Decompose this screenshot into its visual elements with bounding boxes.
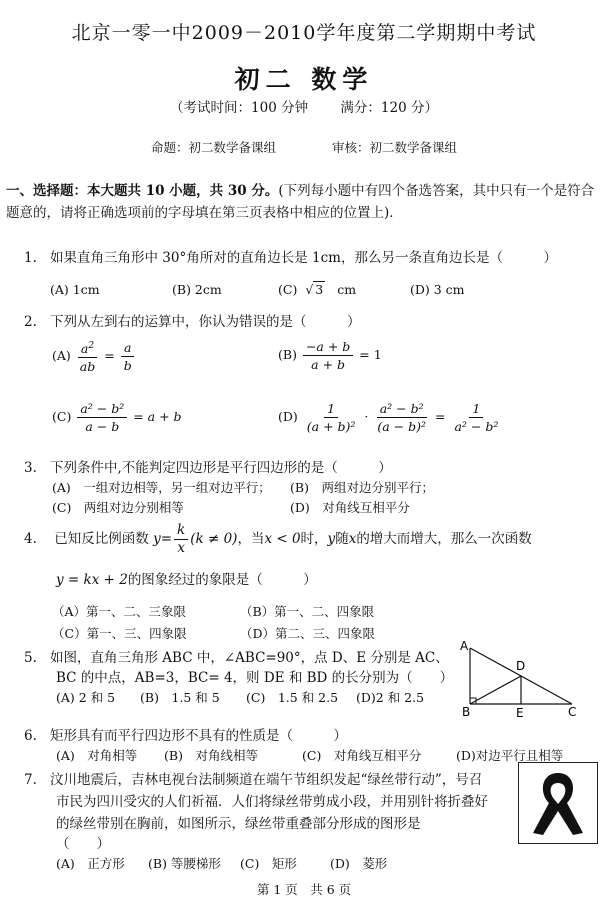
q3-option-a: (A) 一组对边相等，另一组对边平行； [52,480,271,495]
sqrt-value: 3 [315,282,324,297]
question-stem: 汶川地震后，吉林电视台法制频道在端午节组织发起“绿丝带行动”，号召 [50,772,483,788]
question-number: 2. [24,314,37,330]
staff-line [0,138,608,156]
section-title: 一、选择题：本大题共 10 小题，共 30 分。 [6,183,279,199]
q6-option-a: (A) 对角相等 [56,748,138,763]
q2-option-a: (A) $\frac{a^2}{ab}$ = $\frac{a}{b}$ [52,338,137,375]
question-6 [24,724,347,744]
page-footer: 第 1 页 共 6 页 [256,882,352,897]
vertex-label: A [460,640,469,653]
question-number: 1. [24,250,37,266]
question-stem: 如果直角三角形中 30°角所对的直角边长是 1cm，那么另一条直角边长是（ ） [50,250,557,266]
q7-option-b: (B) 等腰梯形 [148,856,221,871]
fraction: $\frac{1}{\text{a² − b²}}$ [454,401,499,434]
q2-option-c: (C) $\frac{\text{a² − b²}}{a - b}$ = a + b [52,401,182,434]
q6-option-c: (C) 对角线互相平分 [302,748,422,763]
question-2 [24,310,361,330]
q3-option-d: (D) 对角线互相平分 [290,500,410,515]
page-title: 初二 数学 [234,65,374,94]
q5-option-a: (A) 2 和 5 [56,690,116,705]
fraction: $\frac{\text{a² − b²}}{a - b}$ [77,400,127,435]
q7-line4: （ ） [56,836,110,852]
exam-score: 满分：120 分） [340,100,438,116]
exam-time: （考试时间：100 分钟 [170,100,309,116]
q4-option-a: （A）第一、二、三象限 [52,604,187,619]
q1-option-a: (A) 1cm [50,282,100,297]
q2-option-b: (B) $\frac{-a + b}{a + b}$ = 1 [278,339,382,372]
question-stem: 矩形具有而平行四边形不具有的性质是（ ） [50,728,347,744]
q7-option-c: (C) 矩形 [240,856,297,871]
q4-option-d: （D）第二、三、四象限 [240,626,376,641]
segment-bd [470,676,521,704]
fraction: $\frac{-a + b}{a + b}$ [303,338,353,373]
q4-option-c: （C）第一、三、四象限 [52,626,187,641]
q7-line2: 市民为四川受灾的人们祈福．人们将绿丝带剪成小段，并用别针将折叠好 [56,794,488,810]
section-heading [6,180,596,224]
question-7 [24,768,482,788]
question-4: 4. 已知反比例函数 y= $\frac{k}{x}$ (k ≠ 0)，当x < 0时，y随x的增大而增大，那么一次函数 [24,522,532,556]
vertex-label: D [516,659,526,673]
fraction: $\frac{1}{\text{(a + b)²}}$ [306,401,356,434]
question-stem: 下列从左到右的运算中，你认为错误的是（ ） [50,314,361,330]
q4-line2: y = kx + 2的图象经过的象限是（ ） [56,572,317,588]
q1-option-d: (D) 3 cm [410,282,465,297]
q5-option-d: (D)2 和 2.5 [356,690,425,705]
question-stem: 如图，直角三角形 ABC 中，∠ABC=90°，点 D、E 分别是 AC、 [50,650,449,666]
q3-option-b: (B) 两组对边分别平行； [290,480,434,495]
question-stem: 下列条件中,不能判定四边形是平行四边形的是（ ） [50,460,392,476]
q7-option-d: (D) 菱形 [330,856,388,871]
question-1 [24,246,557,266]
vertex-label: E [516,706,524,720]
q7-line3: 的绿丝带别在胸前，如图所示，绿丝带重叠部分形成的图形是 [56,816,421,832]
question-5 [24,646,449,666]
question-number: 5. [24,650,37,666]
q4-option-b: （B）第一、二、四象限 [240,604,375,619]
q5-option-c: (C) 1.5 和 2.5 [246,690,339,705]
exam-meta [0,96,608,116]
question-number: 4. [24,531,37,547]
q6-option-d: (D)对边平行且相等 [456,748,564,763]
question-number: 7. [24,772,37,788]
question-number: 3. [24,460,37,476]
q5-option-b: (B) 1.5 和 5 [140,690,220,705]
setter: 命题：初二数学备课组 [150,140,276,155]
fraction: $\frac{a}{b}$ [121,339,135,374]
section-instruction: (下列每小题中有四个备选答案，其中只有一个是符合题意的，请将正确选项前的字母填在第三页表格中相应的位置上)． [6,183,595,221]
question-3 [24,456,392,476]
fraction: $\frac{a^2}{ab}$ [77,338,98,375]
reviewer: 审核：初二数学备课组 [331,140,457,155]
q1-option-b: (B) 2cm [172,282,222,297]
q2-option-d: (D) $\frac{1}{\text{(a + b)²}}$ · $\frac{\text{a² − b²}}{\text{(a − b)²}}$ = $\frac{1}{\text{a² − b²}}$ [278,400,503,435]
triangle-figure [458,640,584,720]
sqrt-symbol: √ 3 [305,282,324,297]
fraction: $\frac{\text{a² − b²}}{\text{(a − b)²}}$ [377,401,426,434]
q1-option-c: (C) √ 3 cm [278,282,357,297]
ribbon-figure [518,762,598,844]
ribbon-icon [519,763,597,843]
q3-option-c: (C) 两组对边分别相等 [52,500,184,515]
school-header: 北京一零一中2009－2010学年度第二学期期中考试 [71,22,537,44]
vertex-label: B [462,705,471,719]
q7-option-a: (A) 正方形 [56,856,125,871]
vertex-label: C [568,705,577,719]
question-number: 6. [24,728,37,744]
q6-option-b: (B) 对角线相等 [164,748,258,763]
fraction: $\frac{k}{x}$ [174,522,188,557]
q5-line2: BC 的中点，AB=3，BC= 4，则 DE 和 BD 的长分别为（ ） [56,670,454,686]
